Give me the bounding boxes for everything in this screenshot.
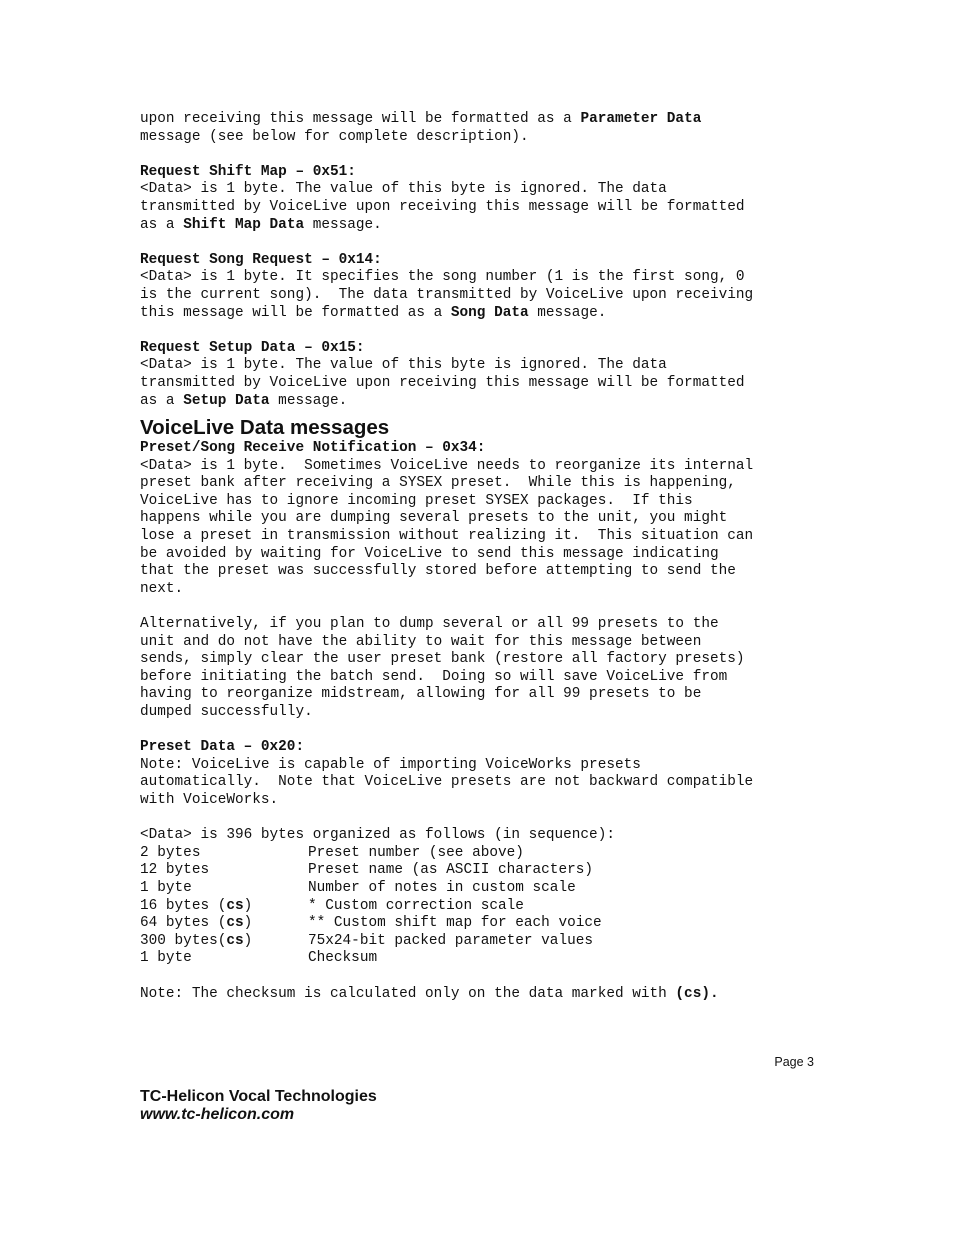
intro-line-1: upon receiving this message will be formatted as a Parameter Data — [140, 111, 702, 127]
shift-map-line-3: as a Shift Map Data message. — [140, 216, 382, 233]
song-request-line-3: this message will be formatted as a Song Data message. — [140, 304, 607, 321]
footer-url: www.tc-helicon.com — [140, 1106, 295, 1123]
table-row: 16 bytes (cs) * Custom correction scale — [140, 897, 524, 914]
setup-data-line-3: as a Setup Data message. — [140, 392, 348, 409]
shift-map-line-1: <Data> is 1 byte. The value of this byte is ignored. The data — [140, 181, 667, 198]
receive-notification-line: lose a preset in transmission without realizing it. This situation can — [140, 528, 754, 545]
table-row: 300 bytes(cs) 75x24-bit packed parameter values — [140, 932, 593, 949]
shift-map-line-2: transmitted by VoiceLive upon receiving this message will be formatted — [140, 198, 745, 215]
setup-data-line-2: transmitted by VoiceLive upon receiving this message will be formatted — [140, 374, 745, 391]
song-request-line-2: is the current song). The data transmitted by VoiceLive upon receiving — [140, 286, 754, 303]
document-body — [140, 111, 814, 1003]
alternatively-line: unit and do not have the ability to wait for this message between — [140, 633, 702, 650]
parameter-data-term: Parameter Data — [580, 111, 702, 127]
song-request-line-1: <Data> is 1 byte. It specifies the song number (1 is the first song, 0 — [140, 269, 745, 286]
preset-note-line: with VoiceWorks. — [140, 791, 279, 808]
table-row: 2 bytes Preset number (see above) — [140, 844, 524, 861]
shift-map-heading: Request Shift Map – 0x51: — [140, 163, 356, 180]
table-row: 1 byte Checksum — [140, 950, 378, 967]
receive-notification-line: <Data> is 1 byte. Sometimes VoiceLive needs to reorganize its internal — [140, 457, 754, 474]
table-row: 1 byte Number of notes in custom scale — [140, 879, 576, 896]
alternatively-line: having to reorganize midstream, allowing for all 99 presets to be — [140, 686, 702, 703]
intro-line-2: message (see below for complete description). — [140, 128, 529, 145]
song-request-heading: Request Song Request – 0x14: — [140, 251, 382, 268]
page-number: Page 3 — [774, 1055, 814, 1069]
preset-note-line: Note: VoiceLive is capable of importing VoiceWorks presets — [140, 756, 641, 773]
receive-notification-line: preset bank after receiving a SYSEX preset. While this is happening, — [140, 475, 736, 492]
alternatively-line: dumped successfully. — [140, 704, 313, 720]
section-title: VoiceLive Data messages — [140, 416, 390, 440]
alternatively-line: before initiating the batch send. Doing so will save VoiceLive from — [140, 668, 728, 685]
receive-notification-line: be avoided by waiting for VoiceLive to send this message indicating — [140, 545, 719, 562]
table-intro: <Data> is 396 bytes organized as follows (in sequence): — [140, 827, 615, 844]
table-row: 64 bytes (cs) ** Custom shift map for each voice — [140, 915, 602, 932]
receive-notification-heading: Preset/Song Receive Notification – 0x34: — [140, 440, 486, 457]
receive-notification-line: next. — [140, 580, 184, 597]
table-row: 12 bytes Preset name (as ASCII characters) — [140, 862, 593, 879]
setup-data-line-1: <Data> is 1 byte. The value of this byte is ignored. The data — [140, 357, 667, 374]
receive-notification-line: happens while you are dumping several presets to the unit, you might — [140, 510, 728, 527]
alternatively-line: sends, simply clear the user preset bank (restore all factory presets) — [140, 651, 745, 668]
setup-data-heading: Request Setup Data – 0x15: — [140, 339, 365, 356]
checksum-note: Note: The checksum is calculated only on the data marked with (cs). — [140, 985, 719, 1002]
preset-data-heading: Preset Data – 0x20: — [140, 739, 305, 756]
footer — [140, 1088, 377, 1124]
receive-notification-line: that the preset was successfully stored before attempting to send the — [140, 563, 736, 580]
preset-note-line: automatically. Note that VoiceLive presets are not backward compatible — [140, 774, 754, 791]
receive-notification-line: VoiceLive has to ignore incoming preset SYSEX packages. If this — [140, 492, 693, 509]
footer-company: TC-Helicon Vocal Technologies — [140, 1088, 377, 1105]
alternatively-line: Alternatively, if you plan to dump several or all 99 presets to the — [140, 616, 719, 633]
